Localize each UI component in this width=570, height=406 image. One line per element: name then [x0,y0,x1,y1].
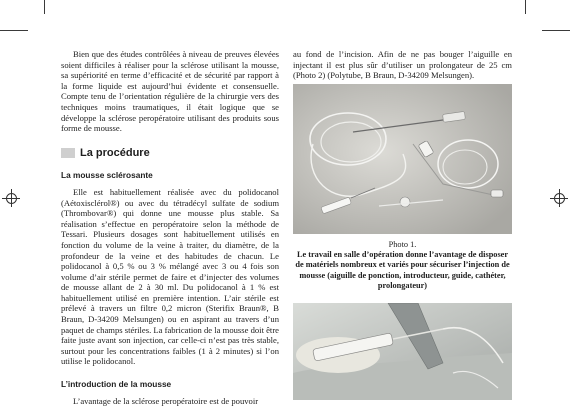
photo-1-caption [293,240,512,291]
registration-mark-right-icon [550,189,568,207]
crop-mark [525,0,526,14]
section-heading [61,148,279,159]
continued-paragraph: au fond de l’incision. Afin de ne pas bouger l’aiguille en injectant il est plus sûr d’utiliser un prolongateur de 25 cm (Photo 2) (Polytube, B Braun, D-34209 Melsungen). [293,49,512,81]
photo-1-illustration [293,84,512,234]
section-marker-icon [61,148,75,158]
subheading-introduction: L’introduction de la mousse [61,379,172,390]
photo-2-injection [293,303,512,400]
subheading-foam: La mousse sclérosante [61,170,153,181]
foam-paragraph: Elle est habituellement réalisée avec du polidocanol (Aétoxisclérol®) ou avec du tétradécyl sulfate de sodium (Thrombovar®) qui donne une mousse plus stable. Sa réalisation s’effectue en peropératoire selon la méthode de Tessari. Plusieurs dosages sont habituellement utilisés en fonction du volume de la veine à traiter, du diamètre, de la profondeur de la veine et des habitudes de chacun. Le polidocanol à 0,5 % ou 3 % mélangé avec 3 ou 4 fois son volume d’air stérile permet de faire et d’injecter des volumes de mousse allant de 2 à 30 ml. Du polidocanol à 1 % est habituellement utilisé en première intention. L’air stérile est prélevé à travers un filtre 0,2 micron (Sterifix Braun®, B Braun, D-34209 Melsungen) ou en aspirant au travers d’un paquet de champs stériles. La fabrication de la mousse doit être faite juste avant son injection, car celle-ci n’est pas très stable, surtout pour les concentrations faibles (1 à 2 minutes) si l’on utilise le polidocanol. [61,186,279,367]
section-heading-text: La procédure [80,146,150,159]
photo-2-illustration [293,303,512,400]
photo-1-label: Photo 1. [388,240,417,249]
crop-mark [44,0,45,14]
intro-paragraph: Bien que des études contrôlées à niveau de preuves élevées soient difficiles à réaliser pour la sclérose utilisant la mousse, sa supériorité en terme d’efficacité et de sécurité par rapport à la forme liquide est aujourd’hui évidente et consensuelle. Compte tenu de l’orientation régulière de la chirurgie vers des techniques moins traumatiques, il était logique que se développe la sclérose peropératoire utilisant des produits sous forme de mousse. [61,49,279,134]
left-column [61,49,279,406]
right-column-text [293,49,512,81]
registration-mark-left-icon [2,189,20,207]
photo-1-caption-text: Le travail en salle d’opération donne l’avantage de disposer de matériels nombreux et variés pour sécuriser l’injection de mousse (aiguille de ponction, introducteur, guide, cathéter, prolongateur) [295,250,510,290]
introduction-paragraph: L’avantage de la sclérose peropératoire est de pouvoir [73,395,259,406]
photo-1-surgical-equipment [293,84,512,234]
crop-mark [0,30,28,31]
crop-mark [542,30,570,31]
